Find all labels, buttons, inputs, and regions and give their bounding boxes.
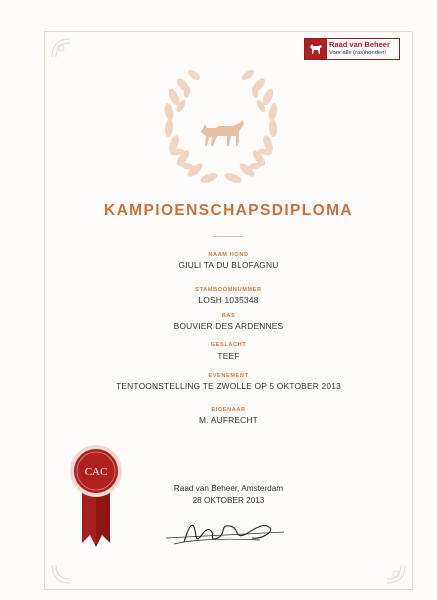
handwritten-signature	[160, 512, 290, 552]
logo-tagline: Voor alle (ras)honden!	[329, 50, 387, 56]
seal-text: CAC	[84, 466, 108, 478]
label-sex: GESLACHT	[210, 342, 247, 348]
corner-ornament-top-left	[50, 37, 72, 59]
value-owner: M. AUFRECHT	[199, 415, 258, 425]
issuer-name: Raad van Beheer, Amsterdam	[173, 484, 284, 493]
label-owner: EIGENAAR	[211, 407, 246, 413]
raad-van-beheer-logo	[304, 38, 400, 60]
value-pedigree-number: LOSH 1035348	[198, 295, 259, 305]
label-dog-name: NAAM HOND	[208, 252, 249, 258]
logo-title: Raad van Beheer	[329, 40, 390, 49]
label-breed: RAS	[221, 313, 236, 319]
laurel-wreath-dog-emblem	[157, 66, 285, 190]
issue-date: 28 OKTOBER 2013	[192, 496, 265, 505]
diploma-title: KAMPIOENSCHAPSDIPLOMA	[104, 202, 353, 219]
corner-ornament-bottom-left	[50, 563, 72, 585]
dog-logo-icon	[305, 39, 327, 59]
label-event: EVENEMENT	[208, 373, 249, 379]
value-dog-name: GIULI TA DU BLOFAGNU	[178, 260, 279, 270]
value-breed: BOUVIER DES ARDENNES	[173, 321, 284, 331]
divider	[213, 236, 243, 237]
label-pedigree-number: STAMBOOMNUMMER	[195, 287, 262, 293]
value-sex: TEEF	[217, 351, 240, 361]
value-event: TENTOONSTELLING TE ZWOLLE OP 5 OKTOBER 2013	[116, 381, 341, 391]
corner-ornament-bottom-right	[385, 563, 407, 585]
